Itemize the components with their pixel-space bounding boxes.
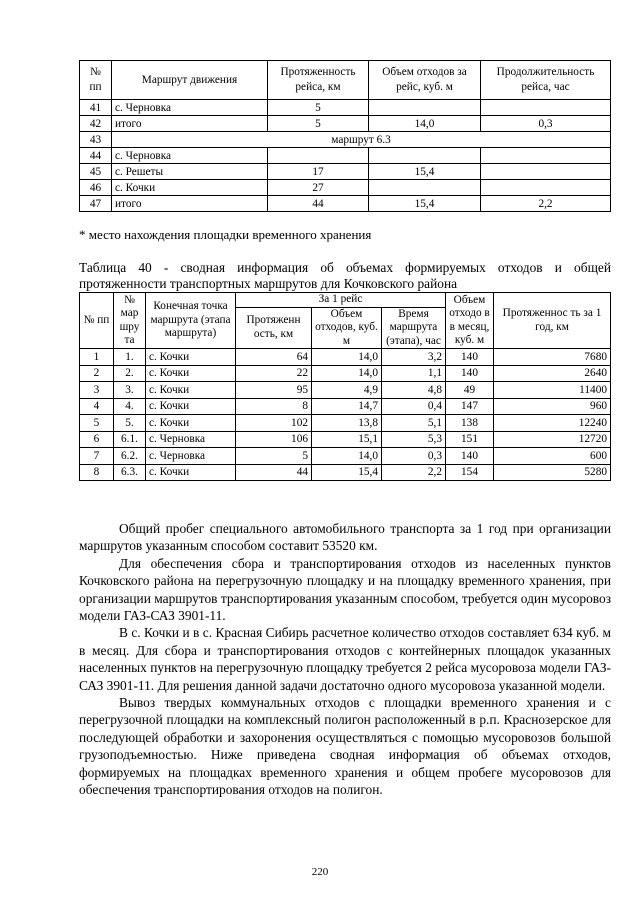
- cell-yearly: 12720: [494, 431, 611, 448]
- cell-no: 45: [80, 164, 112, 180]
- cell-time: 3,2: [382, 349, 446, 366]
- cell-route: с. Решеты: [112, 164, 268, 180]
- cell-time: 2,2: [382, 464, 446, 481]
- table-row: [80, 100, 611, 116]
- cell-duration: 0,3: [481, 116, 611, 132]
- cell-duration: [481, 180, 611, 196]
- summary-table: [79, 292, 611, 481]
- cell-point: с. Кочки: [146, 415, 236, 432]
- cell-no: 47: [80, 196, 112, 212]
- cell-monthly: 154: [446, 464, 494, 481]
- cell-point: с. Кочки: [146, 349, 236, 366]
- cell-volume: [369, 100, 481, 116]
- cell-point: с. Кочки: [146, 398, 236, 415]
- cell-time: 0,3: [382, 448, 446, 465]
- summary-table-header: [80, 293, 611, 349]
- cell-duration: [481, 164, 611, 180]
- cell-no: 3: [80, 382, 114, 399]
- cell-duration: [481, 148, 611, 164]
- cell-volume: 14,0: [312, 349, 382, 366]
- cell-route: с. Черновка: [112, 148, 268, 164]
- paragraph: Вывоз твердых коммунальных отходов с площадки временного хранения и с перегрузочной площадки на комплексный полигон расположенный в р.п. Краснозерское для последующей обработки и захоронения осуществляться с помощью мусоровозов большой грузоподъемностью. Ниже приведена сводная информация об объемах отходов, формируемых на площадках временного хранения и общем пробеге мусоровозов для обеспечения транспортирования отходов на полигон.: [79, 695, 611, 798]
- table-row: [80, 349, 611, 366]
- cell-volume: 15,4: [369, 164, 481, 180]
- cell-route: 3.: [114, 382, 146, 399]
- cell-yearly: 2640: [494, 365, 611, 382]
- cell-duration: 2,2: [481, 196, 611, 212]
- cell-monthly: 151: [446, 431, 494, 448]
- header-time: Время маршрута (этапа), час: [382, 307, 446, 349]
- route-section-title: маршрут 6.3: [112, 132, 611, 148]
- cell-length: 5: [236, 448, 312, 465]
- cell-length: 64: [236, 349, 312, 366]
- header-no: № пп: [80, 293, 114, 349]
- cell-no: 8: [80, 464, 114, 481]
- table-row: [80, 398, 611, 415]
- cell-volume: 14,0: [312, 365, 382, 382]
- cell-volume: 15,4: [369, 196, 481, 212]
- cell-time: 0,4: [382, 398, 446, 415]
- cell-route: 5.: [114, 415, 146, 432]
- cell-length: 5: [268, 116, 369, 132]
- cell-yearly: 5280: [494, 464, 611, 481]
- cell-no: 5: [80, 415, 114, 432]
- header-endpoint: Конечная точка маршрута (этапа маршрута): [146, 293, 236, 349]
- cell-route: 6.3.: [114, 464, 146, 481]
- table-row: [80, 132, 611, 148]
- page-number: 220: [311, 866, 329, 878]
- cell-length: 44: [236, 464, 312, 481]
- cell-monthly: 140: [446, 448, 494, 465]
- cell-length: 17: [268, 164, 369, 180]
- table-row: [80, 382, 611, 399]
- cell-length: 27: [268, 180, 369, 196]
- cell-yearly: 600: [494, 448, 611, 465]
- cell-route: итого: [112, 196, 268, 212]
- cell-yearly: 7680: [494, 349, 611, 366]
- header-no: № пп: [80, 61, 112, 100]
- cell-duration: [481, 100, 611, 116]
- table-row: [80, 431, 611, 448]
- cell-monthly: 138: [446, 415, 494, 432]
- cell-time: 5,3: [382, 431, 446, 448]
- cell-monthly: 147: [446, 398, 494, 415]
- header-volume: Объем отходов, куб. м: [312, 307, 382, 349]
- cell-point: с. Черновка: [146, 431, 236, 448]
- cell-no: 46: [80, 180, 112, 196]
- cell-volume: 15,4: [312, 464, 382, 481]
- cell-no: 6: [80, 431, 114, 448]
- cell-monthly: 140: [446, 349, 494, 366]
- routes-table: [79, 60, 611, 212]
- cell-no: 44: [80, 148, 112, 164]
- cell-length: 44: [268, 196, 369, 212]
- header-route-no: № мар шру та: [114, 293, 146, 349]
- body-text: [79, 520, 611, 799]
- cell-length: 102: [236, 415, 312, 432]
- table-row: [80, 448, 611, 465]
- cell-no: 7: [80, 448, 114, 465]
- cell-length: [268, 148, 369, 164]
- table-row: [80, 180, 611, 196]
- cell-time: 5,1: [382, 415, 446, 432]
- cell-no: 41: [80, 100, 112, 116]
- header-yearly-length: Протяженнос ть за 1 год, км: [494, 293, 611, 349]
- storage-site-footnote: * место нахождения площадки временного хранения: [79, 227, 372, 242]
- header-length: Протяженность рейса, км: [268, 61, 369, 100]
- cell-point: с. Кочки: [146, 382, 236, 399]
- cell-length: 22: [236, 365, 312, 382]
- cell-route: с. Кочки: [112, 180, 268, 196]
- table-row: [80, 148, 611, 164]
- cell-monthly: 49: [446, 382, 494, 399]
- cell-time: 4,8: [382, 382, 446, 399]
- header-monthly-volume: Объем отходо в в месяц, куб. м: [446, 293, 494, 349]
- cell-no: 42: [80, 116, 112, 132]
- header-duration: Продолжительность рейса, час: [481, 61, 611, 100]
- cell-yearly: 12240: [494, 415, 611, 432]
- cell-monthly: 140: [446, 365, 494, 382]
- table-caption: Таблица 40 - сводная информация об объемах формируемых отходов и общей протяженности транспортных маршрутов для Кочковского района: [79, 260, 611, 291]
- cell-volume: 15,1: [312, 431, 382, 448]
- header-route: Маршрут движения: [112, 61, 268, 100]
- cell-point: с. Кочки: [146, 365, 236, 382]
- table-row: [80, 464, 611, 481]
- cell-route: 2.: [114, 365, 146, 382]
- paragraph: Для обеспечения сбора и транспортирования отходов из населенных пунктов Кочковского района на перегрузочную площадку и на площадку временного хранения, при организации маршрутов транспортирования указанным способом, требуется один мусоровоз модели ГАЗ-САЗ 3901-11.: [79, 555, 611, 624]
- cell-length: 8: [236, 398, 312, 415]
- cell-yearly: 11400: [494, 382, 611, 399]
- cell-point: с. Кочки: [146, 464, 236, 481]
- cell-no: 4: [80, 398, 114, 415]
- cell-route: 6.2.: [114, 448, 146, 465]
- cell-volume: [369, 148, 481, 164]
- cell-route: с. Черновка: [112, 100, 268, 116]
- cell-length: 5: [268, 100, 369, 116]
- table-row: [80, 365, 611, 382]
- cell-no: 2: [80, 365, 114, 382]
- cell-route: 4.: [114, 398, 146, 415]
- cell-route: 1.: [114, 349, 146, 366]
- cell-volume: 14,7: [312, 398, 382, 415]
- header-length: Протяженн ость, км: [236, 307, 312, 349]
- cell-time: 1,1: [382, 365, 446, 382]
- cell-route: 6.1.: [114, 431, 146, 448]
- cell-length: 106: [236, 431, 312, 448]
- table-row: [80, 164, 611, 180]
- cell-length: 95: [236, 382, 312, 399]
- cell-volume: 13,8: [312, 415, 382, 432]
- cell-volume: 14,0: [369, 116, 481, 132]
- table-row: [80, 196, 611, 212]
- cell-volume: [369, 180, 481, 196]
- cell-volume: 4,9: [312, 382, 382, 399]
- table-row: [80, 415, 611, 432]
- cell-volume: 14,0: [312, 448, 382, 465]
- cell-route: итого: [112, 116, 268, 132]
- header-volume: Объем отходов за рейс, куб. м: [369, 61, 481, 100]
- cell-yearly: 960: [494, 398, 611, 415]
- cell-no: 43: [80, 132, 112, 148]
- cell-point: с. Черновка: [146, 448, 236, 465]
- paragraph: В с. Кочки и в с. Красная Сибирь расчетное количество отходов составляет 634 куб. м в месяц. Для сбора и транспортирования отходов с контейнерных площадок указанных населенных пунктов на перегрузочную площадку требуется 2 рейса мусоровоза модели ГАЗ-САЗ 3901-11. Для решения данной задачи достаточно одного мусоровоза указанной модели.: [79, 625, 611, 693]
- cell-no: 1: [80, 349, 114, 366]
- header-per-trip: За 1 рейс: [236, 293, 446, 308]
- paragraph: Общий пробег специального автомобильного транспорта за 1 год при организации маршрутов указанным способом составит 53520 км.: [79, 521, 611, 554]
- routes-table-header: [80, 61, 611, 100]
- table-row: [80, 116, 611, 132]
